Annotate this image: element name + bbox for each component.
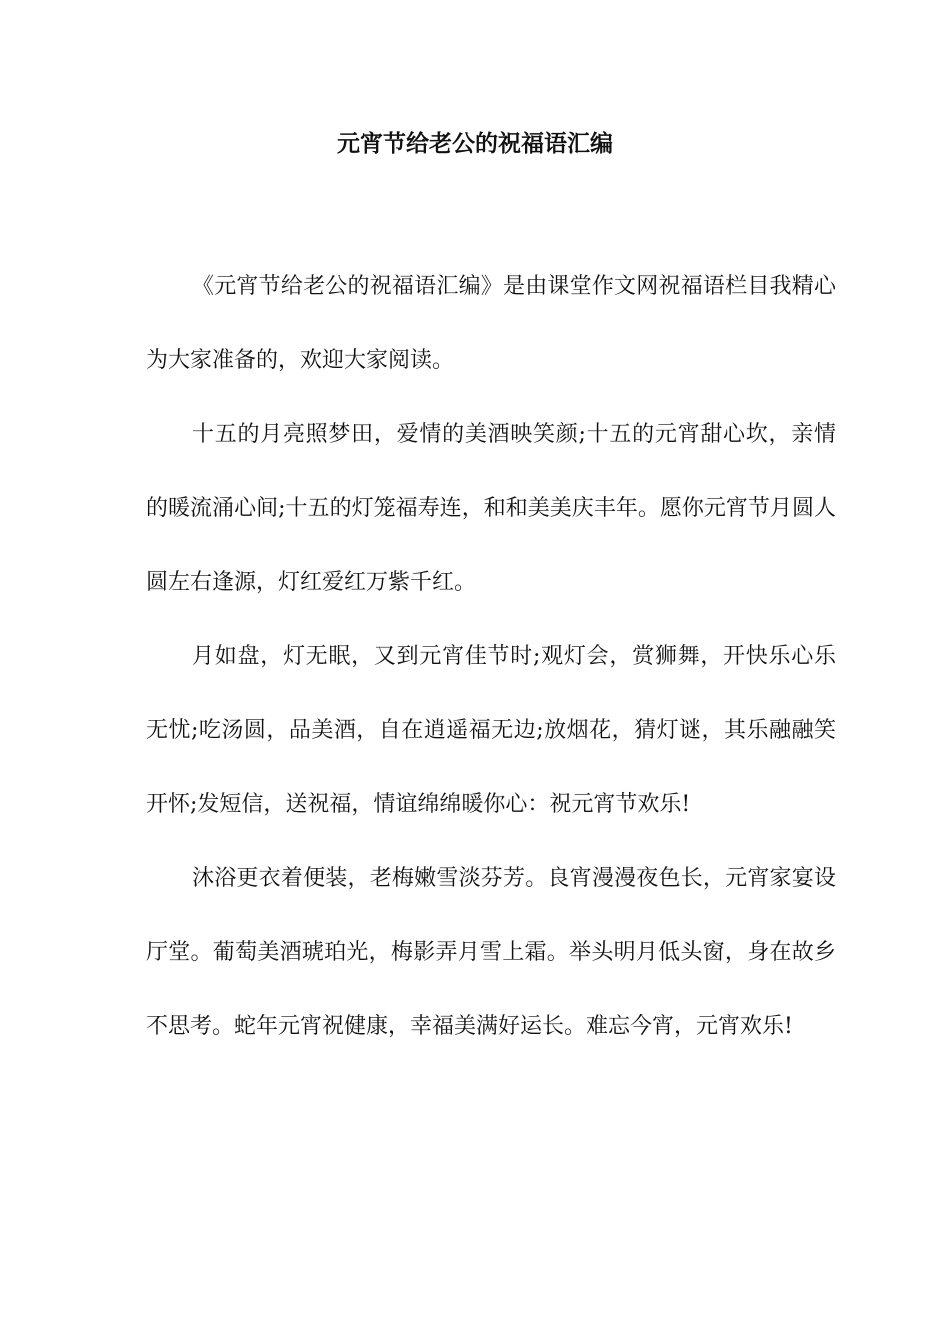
document-body [146, 250, 836, 1064]
paragraph-blessing-2: 月如盘，灯无眠，又到元宵佳节时;观灯会，赏狮舞，开快乐心乐无忧;吃汤圆，品美酒，自在逍遥福无边;放烟花，猜灯谜，其乐融融笑开怀;发短信，送祝福，情谊绵绵暖你心：祝元宵节欢乐! [146, 644, 836, 817]
paragraph-intro: 《元宵节给老公的祝福语汇编》是由课堂作文网祝福语栏目我精心为大家准备的，欢迎大家阅读。 [146, 274, 836, 373]
paragraph-blessing-3: 沐浴更衣着便装，老梅嫩雪淡芬芳。良宵漫漫夜色长，元宵家宴设厅堂。葡萄美酒琥珀光，梅影弄月雪上霜。举头明月低头窗，身在故乡不思考。蛇年元宵祝健康，幸福美满好运长。难忘今宵，元宵欢乐! [146, 866, 836, 1039]
paragraph-blessing-1: 十五的月亮照梦田，爱情的美酒映笑颜;十五的元宵甜心坎，亲情的暖流涌心间;十五的灯笼福寿连，和和美美庆丰年。愿你元宵节月圆人圆左右逢源，灯红爱红万紫千红。 [146, 422, 836, 595]
document-title: 元宵节给老公的祝福语汇编 [337, 130, 613, 157]
